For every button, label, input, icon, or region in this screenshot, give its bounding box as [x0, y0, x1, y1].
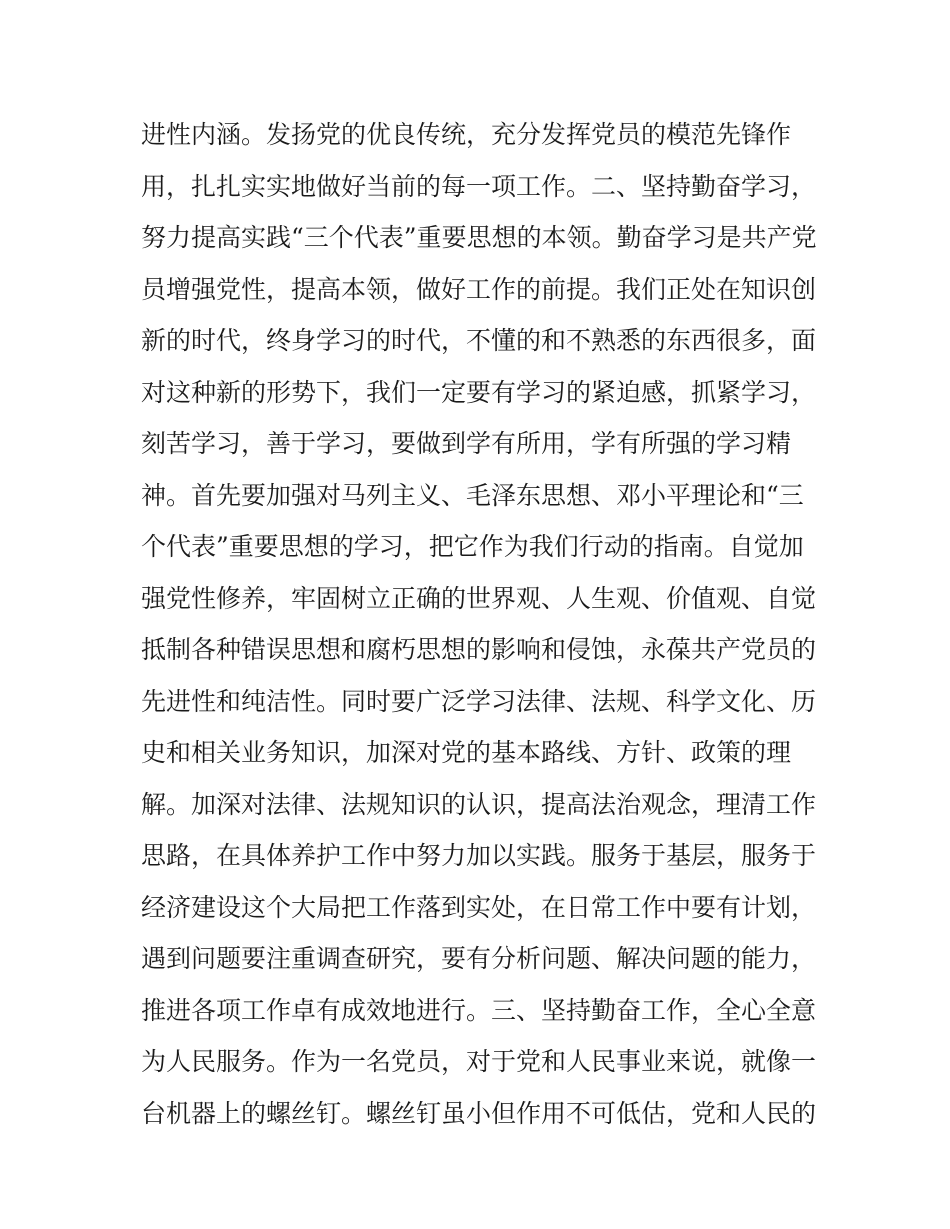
text-line: 刻苦学习，善于学习，要做到学有所用，学有所强的学习精	[141, 429, 792, 458]
text-line: 神。首先要加强对马列主义、毛泽东思想、邓小平理论和“三	[141, 480, 804, 510]
text-line: 抵制各种错误思想和腐朽思想的影响和侵蚀，永葆共产党员的	[141, 635, 817, 664]
text-line: 遇到问题要注重调查研究，要有分析问题、解决问题的能力，	[141, 944, 817, 973]
text-line: 思路，在具体养护工作中努力加以实践。服务于基层，服务于	[141, 841, 817, 870]
text-line: 新的时代，终身学习的时代，不懂的和不熟悉的东西很多，面	[141, 326, 817, 355]
body-text	[141, 109, 821, 1139]
text-line: 努力提高实践“三个代表”重要思想的本领。勤奋学习是共产党	[141, 223, 817, 252]
text-line: 对这种新的形势下，我们一定要有学习的紧迫感，抓紧学习，	[141, 377, 817, 407]
text-line: 进性内涵。发扬党的优良传统，充分发挥党员的模范先锋作	[141, 120, 792, 149]
text-line: 员增强党性，提高本领，做好工作的前提。我们正处在知识创	[141, 274, 817, 304]
text-line: 用，扎扎实实地做好当前的每一项工作。二、坚持勤奋学习，	[141, 171, 817, 201]
text-line: 先进性和纯洁性。同时要广泛学习法律、法规、科学文化、历	[141, 686, 817, 716]
text-line: 史和相关业务知识，加深对党的基本路线、方针、政策的理	[141, 738, 792, 767]
text-line: 个代表”重要思想的学习，把它作为我们行动的指南。自觉加	[141, 532, 804, 561]
text-line: 解。加深对法律、法规知识的认识，提高法治观念，理清工作	[141, 789, 817, 819]
text-line: 台机器上的螺丝钉。螺丝钉虽小但作用不可低估，党和人民的	[141, 1098, 817, 1128]
text-line: 为人民服务。作为一名党员，对于党和人民事业来说，就像一	[141, 1047, 817, 1076]
text-line: 经济建设这个大局把工作落到实处，在日常工作中要有计划，	[141, 892, 817, 922]
text-line: 强党性修养，牢固树立正确的世界观、人生观、价值观、自觉	[141, 583, 817, 613]
text-line: 推进各项工作卓有成效地进行。三、坚持勤奋工作，全心全意	[141, 995, 817, 1025]
